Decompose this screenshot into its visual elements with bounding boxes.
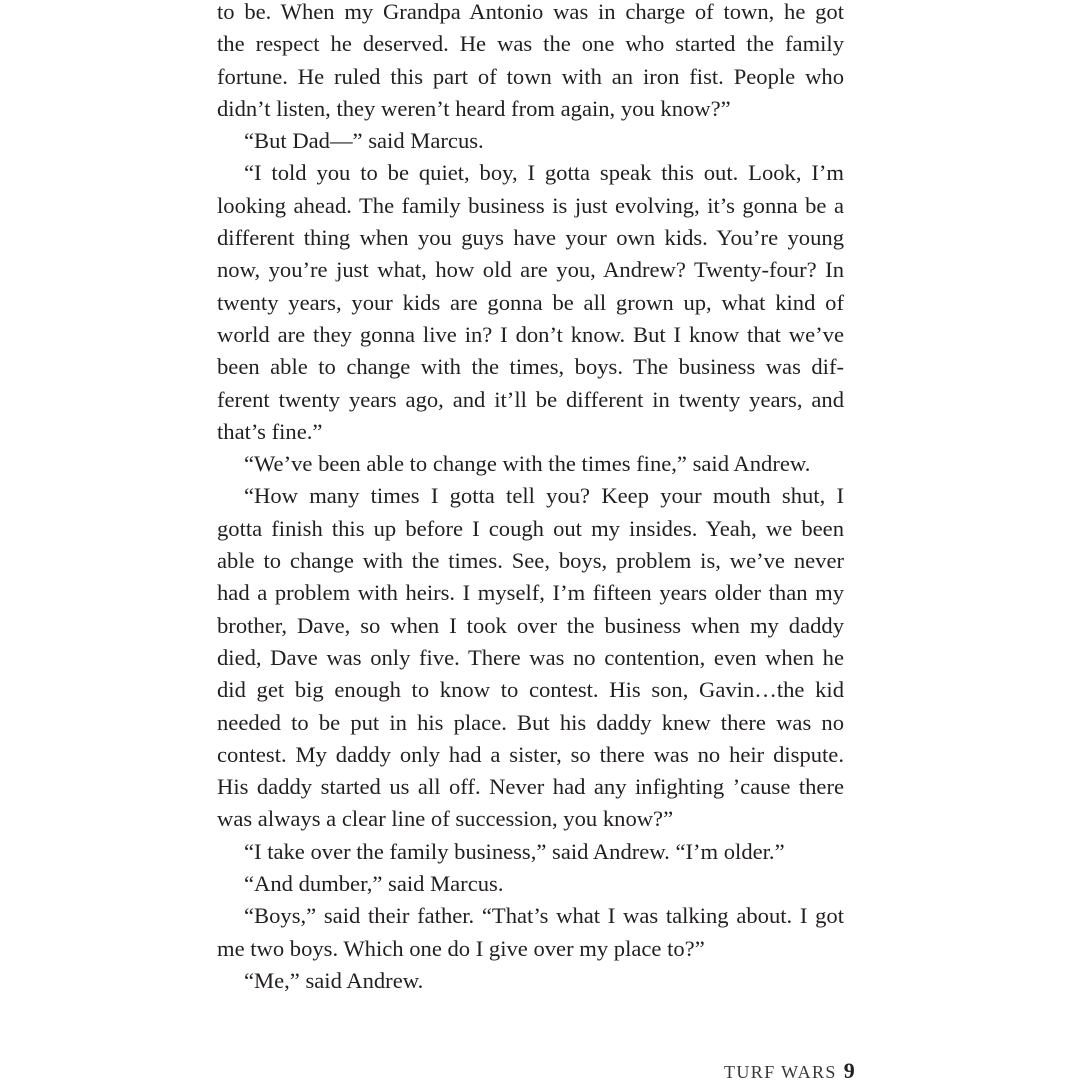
text-line: “Boys,” said their father. “That’s what I was talking about. I got <box>244 903 844 929</box>
text-line: to be. When my Grandpa Antonio was in charge of town, he got <box>217 0 844 24</box>
text-line: “But Dad—” said Marcus. <box>244 128 484 154</box>
body-text <box>217 0 844 997</box>
text-line: twenty years, your kids are gonna be all grown up, what kind of <box>217 289 844 315</box>
text-line: been able to change with the times, boys. The business was dif- <box>217 354 844 380</box>
text-line: His daddy started us all off. Never had any infighting ’cause there <box>217 774 844 800</box>
text-line: brother, Dave, so when I took over the business when my daddy <box>217 612 844 638</box>
text-line: that’s fine.” <box>217 418 323 444</box>
text-line: gotta finish this up before I cough out my insides. Yeah, we been <box>217 515 844 541</box>
text-line: contest. My daddy only had a sister, so there was no heir dispute. <box>217 741 844 767</box>
text-line: had a problem with heirs. I myself, I’m fifteen years older than my <box>217 580 844 606</box>
text-line: “Me,” said Andrew. <box>244 967 424 993</box>
page-number: 9 <box>843 1058 855 1083</box>
text-line: did get big enough to know to contest. His son, Gavin…the kid <box>217 677 844 703</box>
text-line: “I take over the family business,” said Andrew. “I’m older.” <box>244 838 785 864</box>
text-line: was always a clear line of succession, you know?” <box>217 806 674 832</box>
text-line: different thing when you guys have your own kids. You’re young <box>217 225 844 251</box>
text-line: needed to be put in his place. But his daddy knew there was no <box>217 709 844 735</box>
text-line: ferent twenty years ago, and it’ll be different in twenty years, and <box>217 386 844 412</box>
text-line: looking ahead. The family business is just evolving, it’s gonna be a <box>217 192 844 218</box>
page-footer <box>724 1054 855 1088</box>
text-line: me two boys. Which one do I give over my place to?” <box>217 935 705 961</box>
text-line: able to change with the times. See, boys, problem is, we’ve never <box>217 548 844 574</box>
text-line: world are they gonna live in? I don’t know. But I know that we’ve <box>217 321 844 347</box>
text-line: the respect he deserved. He was the one who started the family <box>217 31 844 57</box>
text-line: fortune. He ruled this part of town with an iron fist. People who <box>217 63 844 89</box>
text-line: “And dumber,” said Marcus. <box>244 871 504 897</box>
running-head: TURF WARS <box>724 1062 837 1082</box>
text-line: now, you’re just what, how old are you, Andrew? Twenty-four? In <box>217 257 844 283</box>
text-line: died, Dave was only five. There was no contention, even when he <box>217 644 844 670</box>
text-line: “How many times I gotta tell you? Keep your mouth shut, I <box>244 483 844 509</box>
text-line: didn’t listen, they weren’t heard from again, you know?” <box>217 95 731 121</box>
text-line: “I told you to be quiet, boy, I gotta speak this out. Look, I’m <box>244 160 844 186</box>
text-line: “We’ve been able to change with the times fine,” said Andrew. <box>244 451 811 477</box>
